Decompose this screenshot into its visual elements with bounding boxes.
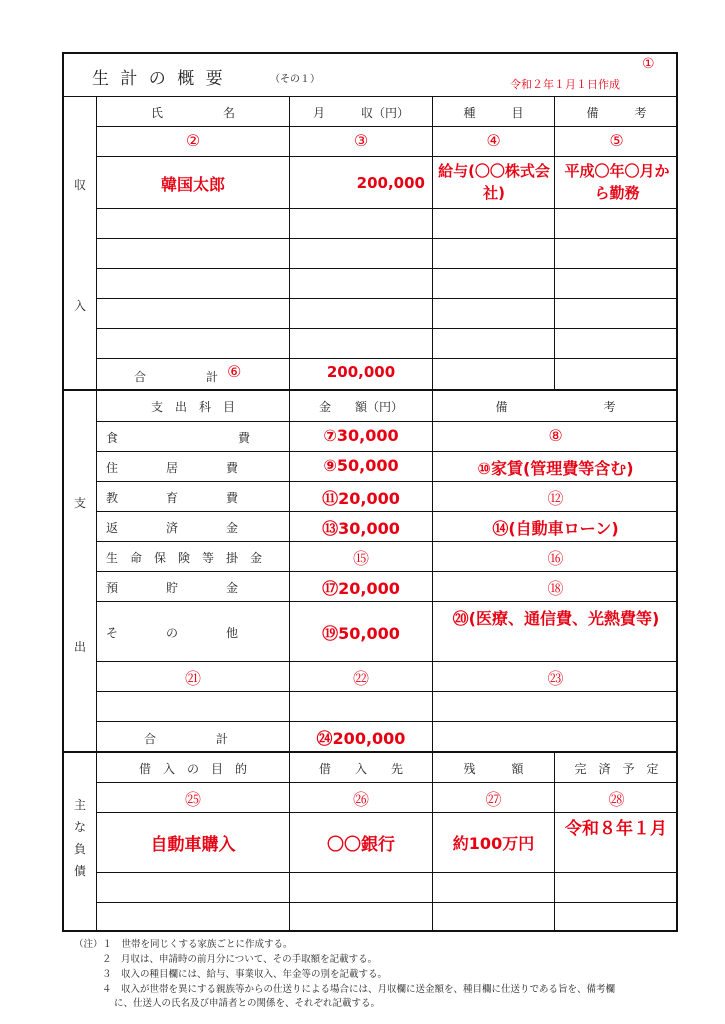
note-4: ４ 収入が世帯を異にする親族等からの仕送りによる場合には、月収欄に送金額を、種目欄に仕送りである旨を、備考欄 [102, 984, 616, 995]
expense-extra-amount: ㉒ [352, 669, 369, 688]
debt-side-label-3: 負 [73, 842, 86, 856]
debt-header-lender: 借 入 先 [318, 762, 403, 776]
income-remark-value: 平成〇年〇月から勤務 [564, 162, 670, 202]
income-type-value: 給与(〇〇株式会社) [438, 162, 550, 202]
debt-header-purpose: 借 入 の 目 的 [138, 762, 247, 776]
income-name-value: 韓国太郎 [160, 175, 225, 194]
debt-completion-value: 令和８年１月 [565, 819, 667, 839]
expense-label-insurance: 生 命 保 険 等 掛 金 [106, 551, 263, 565]
expense-amount-savings: ⑰20,000 [322, 579, 400, 598]
debt-header-completion: 完 済 予 定 [574, 762, 659, 776]
debt-marker-completion: ㉘ [608, 790, 625, 809]
expense-label-repayment: 返 済 金 [106, 521, 239, 535]
income-marker-remark: ⑤ [609, 131, 624, 150]
note-3: ３ 収入の種目欄には、給与、事業収入、年金等の別を記載する。 [102, 969, 388, 980]
expense-amount-food: ⑦30,000 [323, 426, 399, 445]
form-frame [62, 52, 678, 932]
note-2: ２ 月収は、申請時の前月分について、その手取額を記載する。 [102, 954, 378, 965]
income-total-value: 200,000 [326, 363, 396, 381]
expense-label-other: そ の 他 [106, 626, 239, 640]
creation-date: 令和２年１月１日作成 [510, 78, 620, 91]
note-4-continued: に、仕送人の氏名及び申請者との関係を、それぞれ記載する。 [114, 998, 381, 1009]
expense-header-remark: 備 考 [495, 400, 616, 414]
expense-amount-other: ⑲50,000 [322, 624, 400, 643]
debt-side-label-2: な [73, 820, 86, 834]
expense-label-savings: 預 貯 金 [106, 581, 239, 595]
income-side-label-1: 収 [73, 178, 86, 192]
debt-purpose-value: 自動車購入 [150, 835, 236, 855]
debt-marker-purpose: ㉕ [184, 790, 201, 809]
income-amount-value: 200,000 [356, 174, 425, 192]
expense-amount-housing: ⑨50,000 [323, 456, 399, 475]
income-total-label: 合 計 [134, 370, 219, 384]
expense-remark-education: ⑫ [547, 489, 564, 508]
expense-label-housing: 住 居 費 [106, 461, 239, 475]
expense-remark-savings: ⑱ [547, 579, 564, 598]
debt-balance-value: 約100万円 [452, 834, 535, 853]
expense-remark-housing: ⑩家賃(管理費等含む) [477, 459, 634, 478]
income-header-amount: 月 収（円） [312, 106, 409, 120]
expense-remark-repayment: ⑭(自動車ローン) [492, 519, 619, 538]
income-header-remark: 備 考 [586, 106, 647, 120]
debt-lender-value: 〇〇銀行 [327, 835, 395, 855]
expense-total-value: ㉔200,000 [316, 729, 406, 748]
expense-amount-education: ⑪20,000 [322, 489, 400, 508]
debt-side-label-4: 債 [73, 864, 86, 878]
expense-label-food: 食 費 [106, 431, 251, 445]
income-marker-type: ④ [486, 131, 501, 150]
income-marker-amount: ③ [353, 131, 369, 150]
expense-remark-insurance: ⑯ [547, 549, 564, 568]
income-header-type: 種 目 [463, 106, 524, 120]
income-side-label-2: 入 [73, 299, 86, 313]
expense-side-label-1: 支 [73, 496, 86, 510]
debt-side-label-1: 主 [73, 798, 86, 812]
form-title-sub: （その１） [270, 74, 320, 85]
expense-extra-label: ㉑ [184, 669, 201, 688]
expense-amount-insurance: ⑮ [352, 549, 369, 568]
debt-marker-balance: ㉗ [485, 790, 502, 809]
expense-remark-other: ⑳(医療、通信費、光熱費等) [452, 609, 660, 628]
debt-header-balance: 残 額 [463, 762, 524, 776]
note-1: （注）１ 世帯を同じくする家族ごとに作成する。 [74, 939, 293, 950]
income-total-marker: ⑥ [227, 362, 242, 381]
expense-total-label: 合 計 [144, 732, 229, 746]
income-marker-name: ② [185, 131, 201, 150]
expense-remark-food: ⑧ [548, 426, 563, 445]
expense-header-item: 支 出 科 目 [150, 400, 235, 414]
expense-amount-repayment: ⑬30,000 [322, 519, 400, 538]
expense-side-label-2: 出 [73, 640, 86, 654]
expense-label-education: 教 育 費 [106, 491, 239, 505]
expense-header-amount: 金 額（円） [318, 400, 403, 414]
form-title: 生 計 の 概 要 [92, 69, 226, 89]
date-marker: ① [642, 56, 655, 72]
debt-marker-lender: ㉖ [352, 790, 369, 809]
expense-extra-remark: ㉓ [547, 669, 564, 688]
income-header-name: 氏 名 [150, 106, 235, 120]
